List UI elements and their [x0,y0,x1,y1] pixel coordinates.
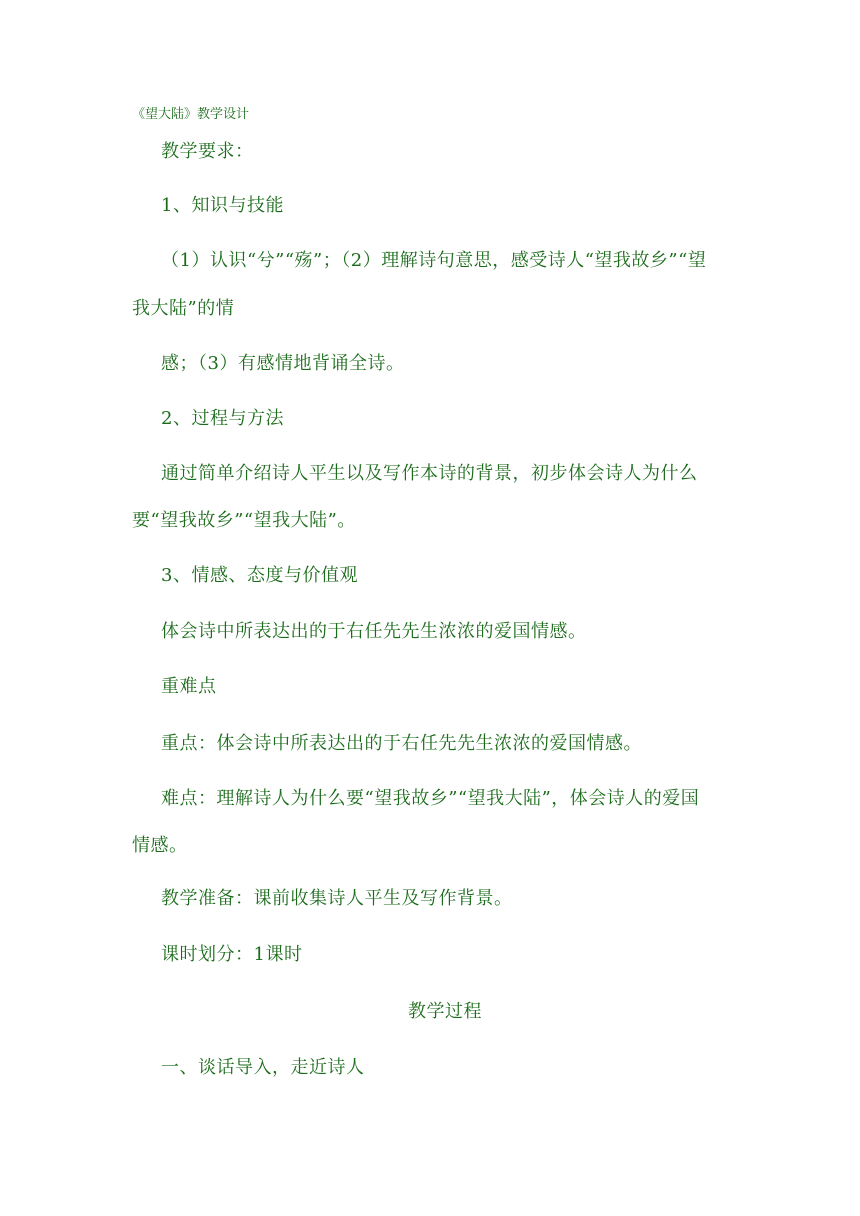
paragraph-line: 我大陆”的情 [132,298,235,319]
paragraph-line: （1）认识“兮”“殇”；（2）理解诗句意思，感受诗人“望我故乡”“望 [161,250,707,271]
section-heading-teaching-process: 教学过程 [408,1001,482,1022]
paragraph-line: 课时划分：1课时 [161,944,303,965]
paragraph-line: 教学准备：课前收集诗人平生及写作背景。 [161,888,513,909]
subheading-introduction: 一、谈话导入，走近诗人 [161,1057,365,1078]
paragraph-line: 通过简单介绍诗人平生以及写作本诗的背景，初步体会诗人为什么 [161,463,698,484]
paragraph-line: 感；（3）有感情地背诵全诗。 [161,353,405,374]
paragraph-line: 难点：理解诗人为什么要“望我故乡”“望我大陆”，体会诗人的爱国 [161,788,700,809]
paragraph-line: 体会诗中所表达出的于右任先先生浓浓的爱国情感。 [161,621,587,642]
document-title: 《望大陆》教学设计 [132,107,250,122]
paragraph-line: 要“望我故乡”“望我大陆”。 [132,510,356,531]
paragraph-line: 情感。 [132,835,188,856]
section-heading-key-points: 重难点 [161,676,217,697]
subheading-emotion-values: 3、情感、态度与价值观 [161,565,358,586]
subheading-process-methods: 2、过程与方法 [161,408,284,429]
subheading-knowledge-skills: 1、知识与技能 [161,195,284,216]
section-heading-requirements: 教学要求： [161,141,254,162]
paragraph-line: 重点：体会诗中所表达出的于右任先先生浓浓的爱国情感。 [161,733,642,754]
